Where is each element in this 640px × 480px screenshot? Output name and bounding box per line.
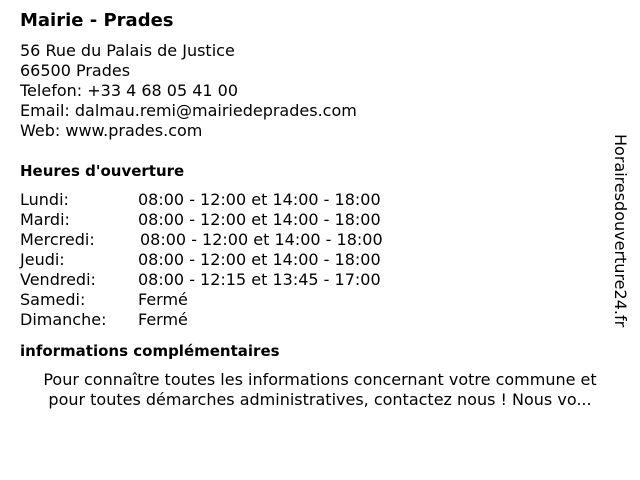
hours-row <box>20 210 620 230</box>
business-card <box>20 10 620 410</box>
hours-row <box>20 190 620 210</box>
hours-heading: Heures d'ouverture <box>20 162 185 180</box>
hours-row <box>20 270 620 290</box>
hours-day: Dimanche: <box>20 310 107 329</box>
address-street: 56 Rue du Palais de Justice <box>20 41 235 60</box>
hours-day: Mardi: <box>20 210 70 229</box>
hours-time: Fermé <box>138 290 188 309</box>
web-line: Web: www.prades.com <box>20 121 203 140</box>
hours-time: 08:00 - 12:00 et 14:00 - 18:00 <box>138 210 381 229</box>
page-title: Mairie - Prades <box>20 10 174 31</box>
hours-row <box>20 250 620 270</box>
hours-day: Jeudi: <box>20 250 65 269</box>
hours-day: Lundi: <box>20 190 69 209</box>
info-heading: informations complémentaires <box>20 342 280 360</box>
site-watermark: Horairesdouverture24.fr <box>611 134 630 328</box>
email-line: Email: dalmau.remi@mairiedeprades.com <box>20 101 357 120</box>
phone-line: Telefon: +33 4 68 05 41 00 <box>20 81 239 100</box>
hours-time: 08:00 - 12:00 et 14:00 - 18:00 <box>138 250 381 269</box>
address-city: 66500 Prades <box>20 61 131 80</box>
info-line-1: Pour connaître toutes les informations concernant votre commune et <box>43 370 597 389</box>
hours-day: Samedi: <box>20 290 86 309</box>
hours-time: 08:00 - 12:15 et 13:45 - 17:00 <box>138 270 381 289</box>
hours-day: Vendredi: <box>20 270 96 289</box>
hours-time: Fermé <box>138 310 188 329</box>
contact-block <box>20 41 620 141</box>
hours-row <box>20 310 620 330</box>
hours-row <box>20 230 620 250</box>
info-text <box>20 370 620 410</box>
hours-table <box>20 190 620 330</box>
hours-day: Mercredi: <box>20 230 95 249</box>
hours-time: 08:00 - 12:00 et 14:00 - 18:00 <box>138 190 381 209</box>
info-line-2: pour toutes démarches administratives, contactez nous ! Nous vo... <box>48 390 592 409</box>
hours-time: 08:00 - 12:00 et 14:00 - 18:00 <box>140 230 383 249</box>
hours-row <box>20 290 620 310</box>
